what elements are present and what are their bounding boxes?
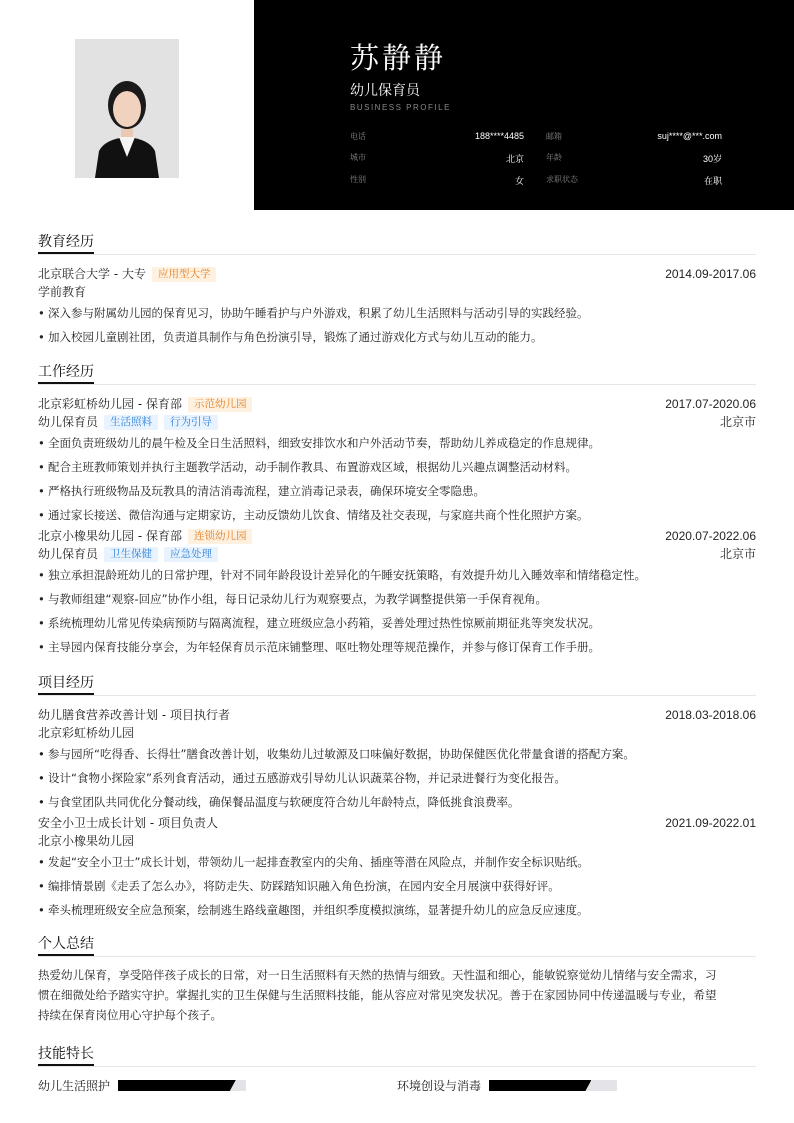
- list-item: • 加入校园儿童剧社团，负责道具制作与角色扮演引导，锻炼了通过游戏化方式与幼儿互动的能力。: [38, 325, 756, 349]
- info-status: [536, 174, 722, 187]
- info-row: [350, 169, 722, 191]
- section-title-text: 教育经历: [38, 232, 94, 254]
- role-tag: 行为引导: [164, 415, 218, 430]
- info-value: 女: [514, 175, 524, 186]
- profile-photo: [75, 39, 179, 178]
- summary-section: [38, 934, 756, 1025]
- skill-level-fill: [118, 1080, 236, 1091]
- summary-line: 惯在细微处给予踏实守护。掌握扎实的卫生保健与生活照料技能，能从容应对常见突发状况。善于在家园协同中传递温暖与专业，希望: [38, 988, 717, 1002]
- job-role: 幼儿保育员: [38, 415, 99, 429]
- list-item: • 深入参与附属幼儿园的保育见习，协助午睡看护与户外游戏，积累了幼儿生活照料与活动引导的实践经验。: [38, 301, 756, 325]
- skills-section: [38, 1044, 756, 1094]
- info-label: 求职状态: [546, 174, 578, 184]
- role-tag: 应急处理: [164, 547, 218, 562]
- project-org: 北京小橡果幼儿园: [38, 834, 135, 848]
- list-item: • 通过家长接送、微信沟通与定期家访，主动反馈幼儿饮食、情绪及社交表现，与家庭共商个性化照护方案。: [38, 503, 756, 527]
- org-tag: 示范幼儿园: [188, 397, 253, 412]
- job-date: 2017.07-2020.06: [665, 397, 756, 411]
- school-tag: 应用型大学: [152, 267, 217, 282]
- skill-level-bar: [489, 1080, 617, 1091]
- work-section: [38, 362, 756, 659]
- skill-name: 幼儿生活照护: [38, 1079, 111, 1093]
- skill-level-fill: [489, 1080, 591, 1091]
- list-item: • 设计“食物小探险家”系列食育活动，通过五感游戏引导幼儿认识蔬菜谷物，并记录进餐行为变化报告。: [38, 766, 756, 790]
- role-tag: 生活照料: [104, 415, 158, 430]
- contact-info: [350, 125, 722, 191]
- project-org: 北京彩虹桥幼儿园: [38, 726, 135, 740]
- skills-list: [38, 1077, 756, 1094]
- education-section: [38, 232, 756, 349]
- projects-section: [38, 673, 756, 922]
- info-value: 在职: [703, 175, 722, 186]
- section-title-text: 工作经历: [38, 362, 94, 384]
- info-label: 邮箱: [546, 131, 562, 141]
- list-item: • 全面负责班级幼儿的晨午检及全日生活照料，细致安排饮水和户外活动节奏，帮助幼儿养成稳定的作息规律。: [38, 431, 756, 455]
- person-portrait-icon: [75, 39, 179, 178]
- job-date: 2020.07-2022.06: [665, 529, 756, 543]
- list-item: • 与食堂团队共同优化分餐动线，确保餐品温度与软硬度符合幼儿年龄特点，降低挑食浪费率。: [38, 790, 756, 814]
- skill-item: [38, 1077, 397, 1094]
- project-date: 2021.09-2022.01: [665, 816, 756, 830]
- info-city: [350, 152, 536, 165]
- info-row: [350, 125, 722, 147]
- job-org: 北京小橡果幼儿园 - 保育部: [38, 529, 182, 543]
- list-item: • 发起“安全小卫士”成长计划，带领幼儿一起排查教室内的尖角、插座等潜在风险点，并制作安全标识贴纸。: [38, 850, 756, 874]
- info-value: 30岁: [702, 153, 722, 164]
- info-label: 性别: [350, 174, 366, 184]
- list-item: • 配合主班教师策划并执行主题教学活动，动手制作教具、布置游戏区域，根据幼儿兴趣点调整活动材料。: [38, 455, 756, 479]
- list-item: • 参与园所“吃得香、长得壮”膳食改善计划，收集幼儿过敏源及口味偏好数据，协助保健医优化带量食谱的搭配方案。: [38, 742, 756, 766]
- info-label: 城市: [350, 152, 366, 162]
- job-header: [38, 527, 756, 545]
- section-title: [38, 934, 756, 957]
- list-item: • 牵头梳理班级安全应急预案，绘制逃生路线童趣图，并组织季度模拟演练，显著提升幼儿的应急反应速度。: [38, 898, 756, 922]
- info-gender: [350, 174, 536, 187]
- info-age: [536, 152, 722, 165]
- project-name: 幼儿膳食营养改善计划 - 项目执行者: [38, 708, 230, 722]
- education-date: 2014.09-2017.06: [665, 267, 756, 281]
- job-city: 北京市: [719, 547, 756, 561]
- summary-line: 持续在保育岗位用心守护每个孩子。: [38, 1008, 222, 1022]
- list-item: • 系统梳理幼儿常见传染病预防与隔离流程，建立班级应急小药箱，妥善处理过热性惊厥前期征兆等突发状况。: [38, 611, 756, 635]
- role-tag: 卫生保健: [104, 547, 158, 562]
- info-value: 北京: [505, 153, 524, 164]
- section-title: [38, 673, 756, 696]
- job-role-row: [38, 413, 756, 431]
- project-name: 安全小卫士成长计划 - 项目负责人: [38, 816, 218, 830]
- info-label: 年龄: [546, 152, 562, 162]
- list-item: • 主导园内保育技能分享会，为年轻保育员示范床铺整理、呕吐物处理等规范操作，并参与修订保育工作手册。: [38, 635, 756, 659]
- list-item: • 与教师组建“观察-回应”协作小组，每日记录幼儿行为观察要点，为教学调整提供第一手保育视角。: [38, 587, 756, 611]
- job-header: [38, 395, 756, 413]
- job-title: 幼儿保育员: [350, 83, 420, 99]
- profile-subtitle: BUSINESS PROFILE: [350, 103, 451, 112]
- job-role: 幼儿保育员: [38, 547, 99, 561]
- section-title: [38, 362, 756, 385]
- job-city: 北京市: [719, 415, 756, 429]
- education-header: [38, 265, 756, 283]
- list-item: • 编排情景剧《走丢了怎么办》，将防走失、防踩踏知识融入角色扮演，在园内安全月展演中获得好评。: [38, 874, 756, 898]
- info-row: [350, 147, 722, 169]
- job-role-row: [38, 545, 756, 563]
- section-title-text: 个人总结: [38, 934, 94, 956]
- skill-name: 环境创设与消毒: [397, 1079, 482, 1093]
- section-title: [38, 232, 756, 255]
- candidate-name: 苏静静: [350, 41, 447, 75]
- project-header: [38, 814, 756, 832]
- info-email: [536, 131, 722, 142]
- major: 学前教育: [38, 285, 87, 299]
- project-header: [38, 706, 756, 724]
- school-name: 北京联合大学 - 大专: [38, 267, 146, 281]
- list-item: • 严格执行班级物品及玩教具的清洁消毒流程，建立消毒记录表，确保环境安全零隐患。: [38, 479, 756, 503]
- org-tag: 连锁幼儿园: [188, 529, 253, 544]
- summary-line: 热爱幼儿保育，享受陪伴孩子成长的日常，对一日生活照料有天然的热情与细致。天性温和细心，能敏锐察觉幼儿情绪与安全需求，习: [38, 968, 717, 982]
- info-value: suj****@***.com: [657, 130, 722, 141]
- info-label: 电话: [350, 131, 366, 141]
- section-title-text: 项目经历: [38, 673, 94, 695]
- info-phone: [350, 131, 536, 142]
- skill-level-bar: [118, 1080, 246, 1091]
- list-item: • 独立承担混龄班幼儿的日常护理，针对不同年龄段设计差异化的午睡安抚策略，有效提升幼儿入睡效率和情绪稳定性。: [38, 563, 756, 587]
- skill-item: [397, 1077, 756, 1094]
- section-title-text: 技能特长: [38, 1044, 94, 1066]
- job-org: 北京彩虹桥幼儿园 - 保育部: [38, 397, 182, 411]
- section-title: [38, 1044, 756, 1067]
- project-date: 2018.03-2018.06: [665, 708, 756, 722]
- info-value: 188****4485: [474, 130, 524, 141]
